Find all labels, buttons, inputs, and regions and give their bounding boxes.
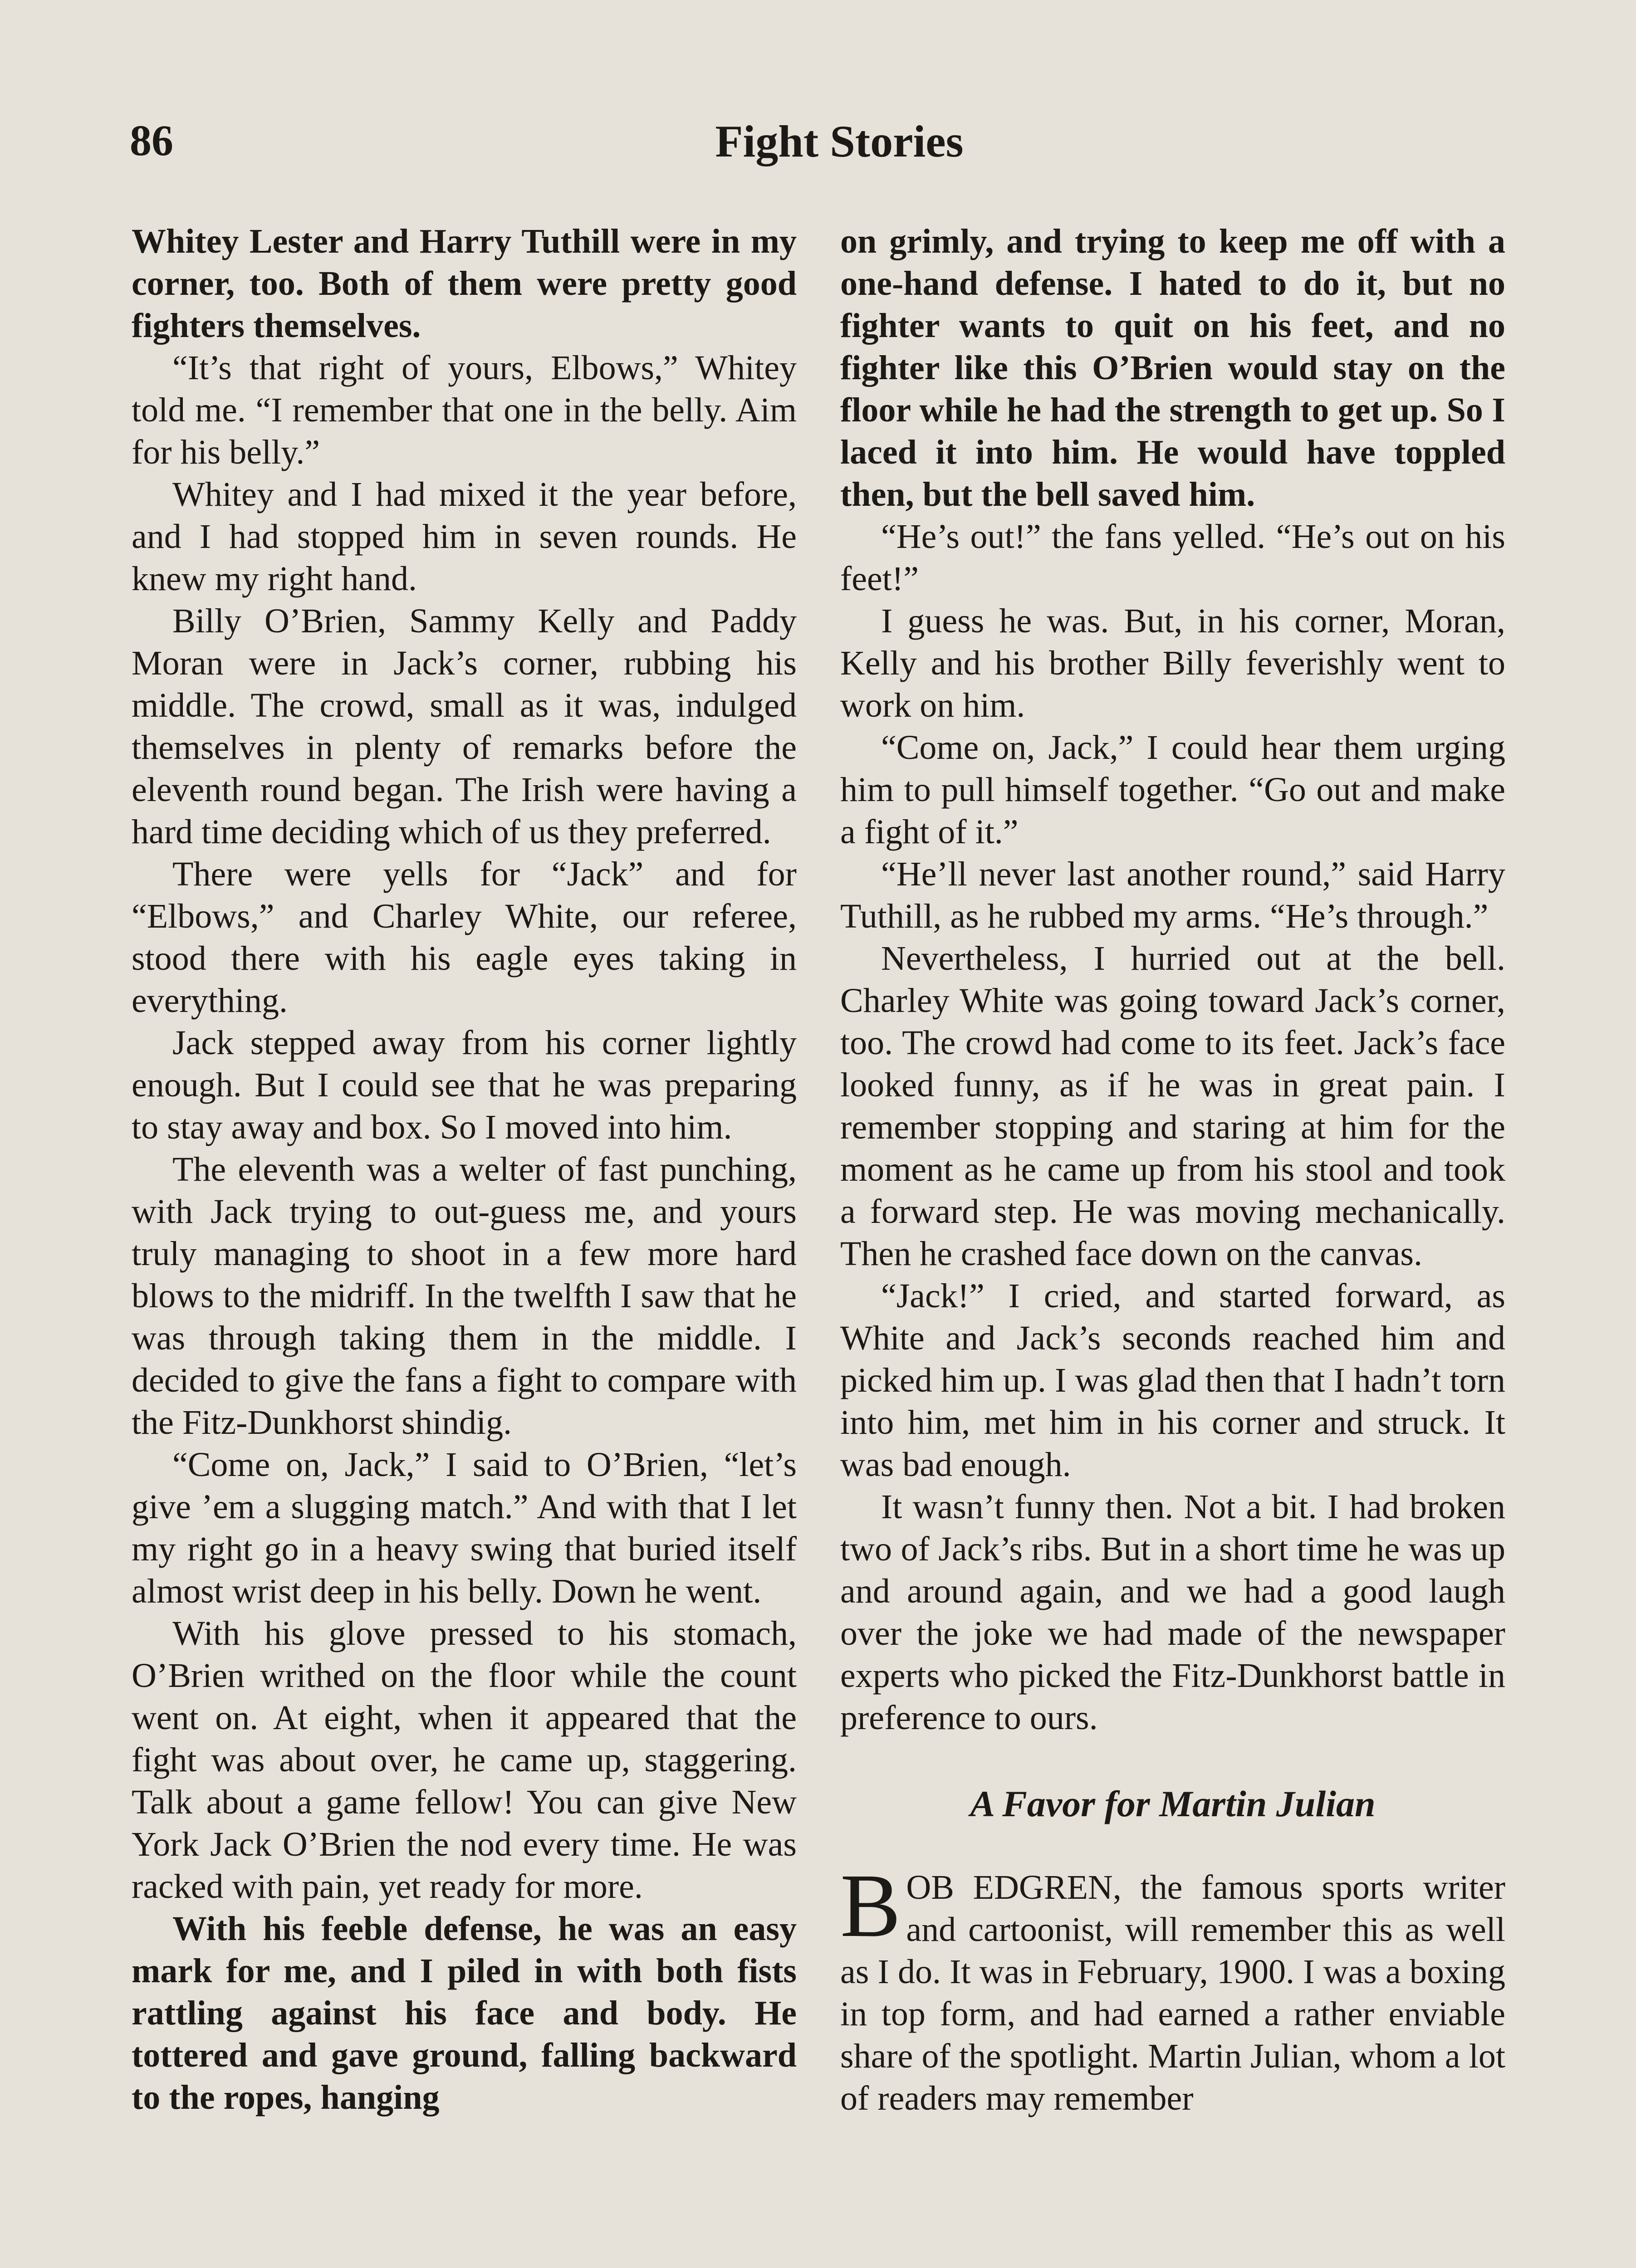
paragraph: With his feeble defense, he was an easy mark for me, and I piled in with both fists rattling against his face and body. He tottered and gave ground, falling backward to the ropes, hanging <box>132 1910 797 2116</box>
paragraph: Nevertheless, I hurried out at the bell. Charley White was going toward Jack’s corner, too. The crowd had come to its feet. Jack’s face looked funny, as if he was in great pain. I remember stopping and staring at him for the moment as he came up from his stool and took a forward step. He was moving mechanically. Then he crashed face down on the canvas. <box>840 939 1505 1273</box>
drop-cap: B <box>840 1856 901 1956</box>
running-title: Fight Stories <box>715 116 964 166</box>
paragraph: There were yells for “Jack” and for “Elbows,” and Charley White, our referee, stood there with his eagle eyes taking in everything. <box>132 855 797 1020</box>
right-column <box>840 220 1505 2120</box>
paragraph: With his glove pressed to his stomach, O’Brien writhed on the floor while the count went on. At eight, when it appeared that the fight was about over, he came up, staggering. Talk about a game fellow! You can give New York Jack O’Brien the nod every time. He was racked with pain, yet ready for more. <box>132 1614 797 1906</box>
paragraph: Whitey Lester and Harry Tuthill were in my corner, too. Both of them were pretty good fighters themselves. <box>132 222 797 345</box>
page-number: 86 <box>130 116 173 165</box>
paragraph: Jack stepped away from his corner lightly enough. But I could see that he was preparing to stay away and box. So I moved into him. <box>132 1024 797 1146</box>
paragraph: “He’s out!” the fans yelled. “He’s out on his feet!” <box>840 518 1505 598</box>
paragraph: “He’ll never last another round,” said Harry Tuthill, as he rubbed my arms. “He’s through.” <box>840 855 1505 935</box>
paragraph: “Come on, Jack,” I could hear them urging him to pull himself together. “Go out and make a fight of it.” <box>840 728 1505 851</box>
paragraph: “Come on, Jack,” I said to O’Brien, “let’s give ’em a slugging match.” And with that I let my right go in a heavy swing that buried itself almost wrist deep in his belly. Down he went. <box>132 1446 797 1610</box>
opening-text: OB EDGREN, the famous sports writer and cartoonist, will remember this as well as I do. It was in February, 1900. I was a boxing in top form, and had earned a rather enviable share of the spotlight. Martin Julian, whom a lot of readers may remember <box>840 1868 1505 2117</box>
paragraph: Billy O’Brien, Sammy Kelly and Paddy Moran were in Jack’s corner, rubbing his middle. The crowd, small as it was, indulged themselves in plenty of remarks before the eleventh round began. The Irish were having a hard time deciding which of us they preferred. <box>132 602 797 851</box>
left-column <box>132 220 797 2119</box>
paragraph: Whitey and I had mixed it the year before, and I had stopped him in seven rounds. He knew my right hand. <box>132 475 797 598</box>
paragraph: “Jack!” I cried, and started forward, as White and Jack’s seconds reached him and picked him up. I was glad then that I hadn’t torn into him, met him in his corner and struck. It was bad enough. <box>840 1277 1505 1484</box>
paragraph: I guess he was. But, in his corner, Moran, Kelly and his brother Billy feverishly went to work on him. <box>840 602 1505 724</box>
paragraph: It wasn’t funny then. Not a bit. I had broken two of Jack’s ribs. But in a short time he was up and around again, and we had a good laugh over the joke we had made of the newspaper experts who picked the Fitz-Dunkhorst battle in preference to ours. <box>840 1488 1505 1737</box>
paragraph: The eleventh was a welter of fast punching, with Jack trying to out-guess me, and yours truly managing to shoot in a few more hard blows to the midriff. In the twelfth I saw that he was through taking them in the middle. I decided to give the fans a fight to compare with the Fitz-Dunkhorst shindig. <box>132 1150 797 1442</box>
paragraph: on grimly, and trying to keep me off with a one-hand defense. I hated to do it, but no fighter wants to quit on his feet, and no fighter like this O’Brien would stay on the floor while he had the strength to get up. So I laced it into him. He would have toppled then, but the bell saved him. <box>840 222 1505 513</box>
section-heading: A Favor for Martin Julian <box>970 1783 1376 1824</box>
section-opening-paragraph <box>840 1856 1505 2120</box>
paragraph: “It’s that right of yours, Elbows,” Whitey told me. “I remember that one in the belly. Aim for his belly.” <box>132 349 797 471</box>
